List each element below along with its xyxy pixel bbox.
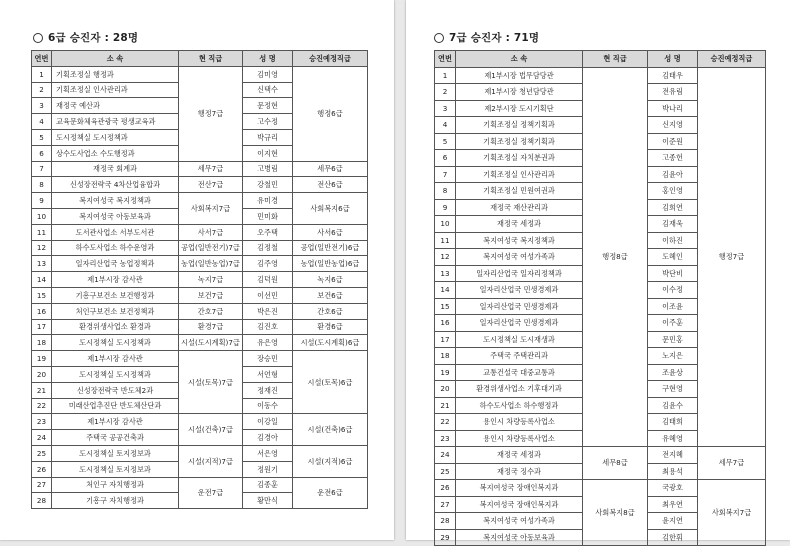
row-no: 19 <box>435 364 456 381</box>
row-no: 3 <box>435 100 456 117</box>
target-grade: 보건6급 <box>293 287 368 303</box>
row-name: 전지혜 <box>648 447 698 464</box>
row-name: 이준원 <box>648 133 698 150</box>
row-no: 13 <box>435 265 456 282</box>
header-org: 소 속 <box>456 51 583 68</box>
row-org: 일자리산업국 민생경제과 <box>456 315 583 332</box>
row-no: 4 <box>32 114 52 130</box>
row-no: 5 <box>32 129 52 145</box>
row-name: 강철민 <box>243 177 293 193</box>
row-no: 20 <box>435 381 456 398</box>
table-row <box>435 67 766 84</box>
row-no: 12 <box>435 249 456 266</box>
row-no: 10 <box>32 208 52 224</box>
current-grade: 사회복지7급 <box>179 193 243 225</box>
row-no: 8 <box>32 177 52 193</box>
row-no: 8 <box>435 183 456 200</box>
row-no: 25 <box>435 463 456 480</box>
grade6-promotion-table <box>31 50 368 509</box>
right-title-text: 7급 승진자 : 71명 <box>449 32 540 44</box>
row-no: 28 <box>435 513 456 530</box>
row-no: 24 <box>435 447 456 464</box>
row-name: 유은영 <box>243 335 293 351</box>
header-current-grade: 현 직급 <box>179 51 243 67</box>
target-grade: 행정7급 <box>698 67 766 447</box>
table-row <box>32 414 368 430</box>
target-grade: 사회복지7급 <box>698 480 766 546</box>
row-org: 제1부시장 감사관 <box>52 414 179 430</box>
row-name: 김태우 <box>648 67 698 84</box>
table-row <box>435 480 766 497</box>
target-grade: 운전6급 <box>293 477 368 509</box>
row-no: 20 <box>32 366 52 382</box>
row-name: 이선민 <box>243 287 293 303</box>
row-name: 고수정 <box>243 114 293 130</box>
row-org: 도시정책실 토지정보과 <box>52 445 179 461</box>
row-org: 용인시 차량등록사업소 <box>456 414 583 431</box>
row-name: 김윤아 <box>648 166 698 183</box>
row-org: 하수도사업소 하수행정과 <box>456 397 583 414</box>
row-name: 서은영 <box>243 445 293 461</box>
row-name: 장승민 <box>243 351 293 367</box>
row-name: 정원기 <box>243 461 293 477</box>
table-row <box>435 447 766 464</box>
row-org: 제1부시장 감사관 <box>52 272 179 288</box>
table-row <box>32 256 368 272</box>
row-name: 문민홍 <box>648 331 698 348</box>
target-grade: 시설(토목)6급 <box>293 351 368 414</box>
row-name: 김주영 <box>243 256 293 272</box>
row-org: 환경위생사업소 기후대기과 <box>456 381 583 398</box>
row-name: 김경아 <box>243 430 293 446</box>
current-grade: 농업(일반농업)7급 <box>179 256 243 272</box>
row-org: 기획조정실 인사관리과 <box>456 166 583 183</box>
row-org: 상수도사업소 수도행정과 <box>52 145 179 161</box>
row-name: 황만식 <box>243 493 293 509</box>
row-no: 1 <box>32 66 52 82</box>
row-no: 10 <box>435 216 456 233</box>
current-grade: 운전7급 <box>179 477 243 509</box>
row-org: 기흥구 자치행정과 <box>52 493 179 509</box>
row-no: 17 <box>32 319 52 335</box>
row-no: 16 <box>435 315 456 332</box>
row-org: 복지여성국 여성가족과 <box>456 513 583 530</box>
target-grade: 간호6급 <box>293 303 368 319</box>
header-no: 연번 <box>32 51 52 67</box>
current-grade: 보건7급 <box>179 287 243 303</box>
row-org: 기획조정실 인사관리과 <box>52 82 179 98</box>
row-no: 13 <box>32 256 52 272</box>
target-grade: 세무6급 <box>293 161 368 177</box>
row-org: 재정국 징수과 <box>456 463 583 480</box>
target-grade: 공업(일반전기)6급 <box>293 240 368 256</box>
row-name: 박규리 <box>243 129 293 145</box>
row-org: 복지여성국 장애인복지과 <box>456 496 583 513</box>
row-no: 27 <box>32 477 52 493</box>
row-name: 이조윤 <box>648 298 698 315</box>
row-org: 도시정책실 도시정책과 <box>52 335 179 351</box>
grade7-promotion-table <box>434 50 766 546</box>
row-org: 제1부시장 법무담당관 <box>456 67 583 84</box>
row-org: 신성장전략국 반도체2과 <box>52 382 179 398</box>
table-row <box>32 445 368 461</box>
row-no: 1 <box>435 67 456 84</box>
row-name: 홍인영 <box>648 183 698 200</box>
row-name: 이수정 <box>648 282 698 299</box>
row-no: 24 <box>32 430 52 446</box>
target-grade: 세무7급 <box>698 447 766 480</box>
row-name: 구현영 <box>648 381 698 398</box>
current-grade: 세무7급 <box>179 161 243 177</box>
row-no: 15 <box>32 287 52 303</box>
header-name: 성 명 <box>243 51 293 67</box>
target-grade: 사서6급 <box>293 224 368 240</box>
row-name: 김종훈 <box>243 477 293 493</box>
row-no: 2 <box>435 84 456 101</box>
row-no: 6 <box>32 145 52 161</box>
row-name: 노지은 <box>648 348 698 365</box>
row-org: 주택국 공공건축과 <box>52 430 179 446</box>
row-org: 일자리산업국 민생경제과 <box>456 298 583 315</box>
row-no: 9 <box>32 193 52 209</box>
row-org: 일자리산업국 일자리정책과 <box>456 265 583 282</box>
row-name: 김태희 <box>648 414 698 431</box>
row-no: 9 <box>435 199 456 216</box>
row-org: 복지여성국 복지정책과 <box>52 193 179 209</box>
row-no: 29 <box>435 529 456 546</box>
row-no: 19 <box>32 351 52 367</box>
row-org: 신성장전략국 4차산업융합과 <box>52 177 179 193</box>
row-name: 김희연 <box>648 199 698 216</box>
row-name: 박단비 <box>648 265 698 282</box>
current-grade: 시설(지적)7급 <box>179 445 243 477</box>
row-name: 서언형 <box>243 366 293 382</box>
row-org: 복지여성국 여성가족과 <box>456 249 583 266</box>
row-org: 주택국 주택관리과 <box>456 348 583 365</box>
row-name: 이동수 <box>243 398 293 414</box>
row-no: 21 <box>32 382 52 398</box>
target-grade: 시설(도시계획)6급 <box>293 335 368 351</box>
row-org: 미래산업추진단 반도체산단과 <box>52 398 179 414</box>
table-row <box>32 66 368 82</box>
row-no: 6 <box>435 150 456 167</box>
current-grade: 사서7급 <box>179 224 243 240</box>
current-grade: 행정7급 <box>179 66 243 161</box>
row-no: 28 <box>32 493 52 509</box>
target-grade: 녹지6급 <box>293 272 368 288</box>
row-no: 26 <box>435 480 456 497</box>
row-no: 4 <box>435 117 456 134</box>
row-no: 12 <box>32 240 52 256</box>
target-grade: 행정6급 <box>293 66 368 161</box>
current-grade: 행정8급 <box>583 67 648 447</box>
row-org: 재정국 세정과 <box>456 216 583 233</box>
row-name: 정재진 <box>243 382 293 398</box>
row-name: 민미화 <box>243 208 293 224</box>
row-no: 2 <box>32 82 52 98</box>
row-org: 제1부시장 감사관 <box>52 351 179 367</box>
target-grade: 전산6급 <box>293 177 368 193</box>
row-org: 도서관사업소 서부도서관 <box>52 224 179 240</box>
table-row <box>32 335 368 351</box>
row-org: 교통건설국 대중교통과 <box>456 364 583 381</box>
row-name: 이강일 <box>243 414 293 430</box>
row-name: 윤지연 <box>648 513 698 530</box>
row-name: 이지현 <box>243 145 293 161</box>
row-no: 23 <box>32 414 52 430</box>
row-no: 3 <box>32 98 52 114</box>
table-row <box>32 351 368 367</box>
left-section-title <box>33 30 138 45</box>
row-org: 기흥구보건소 보건행정과 <box>52 287 179 303</box>
row-org: 제2부시장 도시기획단 <box>456 100 583 117</box>
circle-bullet-icon <box>434 33 444 43</box>
header-name: 성 명 <box>648 51 698 68</box>
current-grade: 시설(토목)7급 <box>179 351 243 414</box>
row-org: 처인구보건소 보건정책과 <box>52 303 179 319</box>
row-name: 김미영 <box>243 66 293 82</box>
row-no: 11 <box>32 224 52 240</box>
row-no: 18 <box>435 348 456 365</box>
target-grade: 환경6급 <box>293 319 368 335</box>
row-name: 도혜인 <box>648 249 698 266</box>
header-target-grade: 승진예정직급 <box>293 51 368 67</box>
row-name: 유혜영 <box>648 430 698 447</box>
row-no: 23 <box>435 430 456 447</box>
row-org: 기획조정실 행정과 <box>52 66 179 82</box>
row-org: 환경위생사업소 환경과 <box>52 319 179 335</box>
row-no: 18 <box>32 335 52 351</box>
current-grade: 환경7급 <box>179 319 243 335</box>
table-row <box>32 477 368 493</box>
row-no: 22 <box>32 398 52 414</box>
row-name: 이하진 <box>648 232 698 249</box>
row-org: 교육문화체육관광국 평생교육과 <box>52 114 179 130</box>
row-no: 11 <box>435 232 456 249</box>
right-section-title <box>434 30 539 45</box>
row-no: 26 <box>32 461 52 477</box>
target-grade: 시설(지적)6급 <box>293 445 368 477</box>
row-name: 오주택 <box>243 224 293 240</box>
row-org: 처인구 자치행정과 <box>52 477 179 493</box>
row-name: 고종헌 <box>648 150 698 167</box>
header-target-grade: 승진예정직급 <box>698 51 766 68</box>
row-name: 신택수 <box>243 82 293 98</box>
current-grade: 시설(건축)7급 <box>179 414 243 446</box>
row-no: 16 <box>32 303 52 319</box>
row-org: 용인시 차량등록사업소 <box>456 430 583 447</box>
row-org: 기획조정실 민원여권과 <box>456 183 583 200</box>
row-name: 유미경 <box>243 193 293 209</box>
current-grade: 전산7급 <box>179 177 243 193</box>
table-row <box>32 272 368 288</box>
current-grade: 사회복지8급 <box>583 480 648 546</box>
row-no: 14 <box>32 272 52 288</box>
row-no: 27 <box>435 496 456 513</box>
row-name: 김정철 <box>243 240 293 256</box>
row-name: 이주훈 <box>648 315 698 332</box>
row-no: 15 <box>435 298 456 315</box>
row-name: 최우연 <box>648 496 698 513</box>
row-org: 일자리산업국 민생경제과 <box>456 282 583 299</box>
table-row <box>32 177 368 193</box>
current-grade: 시설(도시계획)7급 <box>179 335 243 351</box>
row-no: 7 <box>435 166 456 183</box>
row-org: 재정국 예산과 <box>52 98 179 114</box>
row-org: 복지여성국 아동보육과 <box>52 208 179 224</box>
row-name: 고병림 <box>243 161 293 177</box>
row-name: 국광호 <box>648 480 698 497</box>
header-no: 연번 <box>435 51 456 68</box>
row-name: 최용석 <box>648 463 698 480</box>
row-no: 21 <box>435 397 456 414</box>
row-name: 김한휘 <box>648 529 698 546</box>
table-row <box>32 303 368 319</box>
left-title-text: 6급 승진자 : 28명 <box>48 32 139 44</box>
current-grade: 녹지7급 <box>179 272 243 288</box>
row-no: 25 <box>32 445 52 461</box>
table-row <box>32 193 368 209</box>
circle-bullet-icon <box>33 33 43 43</box>
current-grade: 공업(일반전기)7급 <box>179 240 243 256</box>
row-name: 조윤상 <box>648 364 698 381</box>
row-name: 김윤수 <box>648 397 698 414</box>
row-no: 22 <box>435 414 456 431</box>
row-name: 김덕원 <box>243 272 293 288</box>
row-name: 전유림 <box>648 84 698 101</box>
row-name: 문정현 <box>243 98 293 114</box>
row-org: 기획조정실 정책기획과 <box>456 133 583 150</box>
target-grade: 시설(건축)6급 <box>293 414 368 446</box>
header-org: 소 속 <box>52 51 179 67</box>
row-no: 17 <box>435 331 456 348</box>
row-name: 신지영 <box>648 117 698 134</box>
row-org: 도시정책실 토지정보과 <box>52 461 179 477</box>
row-no: 5 <box>435 133 456 150</box>
row-name: 김재욱 <box>648 216 698 233</box>
row-org: 재정국 재산관리과 <box>456 199 583 216</box>
table-row <box>32 224 368 240</box>
row-org: 도시정책실 도시재생과 <box>456 331 583 348</box>
row-name: 박은진 <box>243 303 293 319</box>
table-header-row <box>435 51 766 68</box>
row-org: 제1부시장 청년담당관 <box>456 84 583 101</box>
table-header-row <box>32 51 368 67</box>
row-no: 7 <box>32 161 52 177</box>
row-org: 도시정책실 도시정책과 <box>52 366 179 382</box>
table-row <box>32 240 368 256</box>
row-org: 복지여성국 복지정책과 <box>456 232 583 249</box>
row-no: 14 <box>435 282 456 299</box>
row-org: 기획조정실 정책기획과 <box>456 117 583 134</box>
row-org: 하수도사업소 하수운영과 <box>52 240 179 256</box>
row-name: 김진호 <box>243 319 293 335</box>
row-org: 재정국 회계과 <box>52 161 179 177</box>
table-row <box>32 287 368 303</box>
header-current-grade: 현 직급 <box>583 51 648 68</box>
row-org: 도시정책실 도시정책과 <box>52 129 179 145</box>
row-org: 재정국 세정과 <box>456 447 583 464</box>
row-org: 일자리산업국 농업정책과 <box>52 256 179 272</box>
target-grade: 사회복지6급 <box>293 193 368 225</box>
row-org: 복지여성국 아동보육과 <box>456 529 583 546</box>
row-org: 복지여성국 장애인복지과 <box>456 480 583 497</box>
current-grade: 간호7급 <box>179 303 243 319</box>
current-grade: 세무8급 <box>583 447 648 480</box>
row-name: 박나리 <box>648 100 698 117</box>
table-row <box>32 161 368 177</box>
target-grade: 농업(일반농업)6급 <box>293 256 368 272</box>
table-row <box>32 319 368 335</box>
row-org: 기획조정실 자치분권과 <box>456 150 583 167</box>
